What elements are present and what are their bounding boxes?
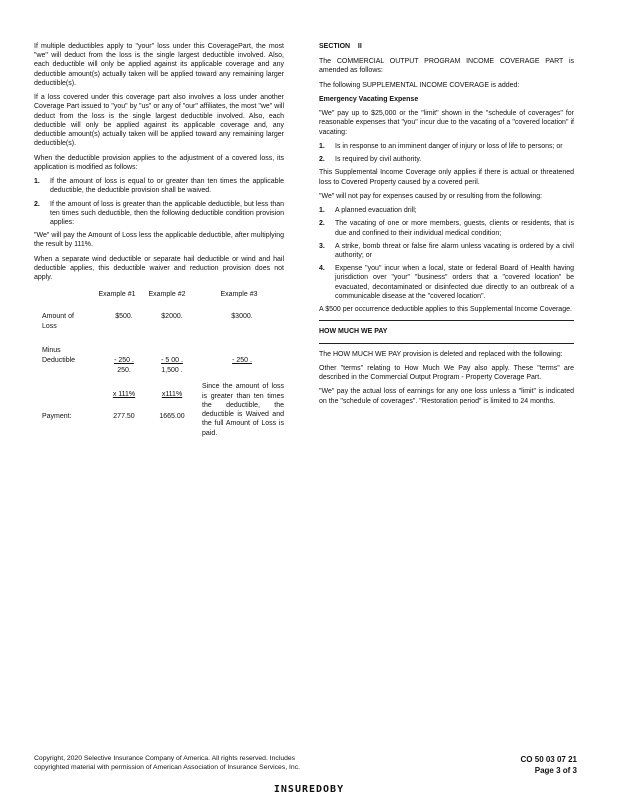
how-much-we-pay-heading: HOW MUCH WE PAY — [319, 328, 388, 336]
paragraph-other-coverage-part: If a loss covered under this coverage part also involves a loss under another Coverage Part issued to "you" by "us" or any of "our" affiliates, the most "we" will deduct from the loss is the single largest deductible involved. Also, each deductible will only be applied against its applicable coverage and, any deductible amount(s) actually taken will be applied toward any remaining larger deductible(s). — [34, 94, 284, 148]
example-table — [34, 290, 284, 460]
form-info — [497, 755, 577, 776]
amount-label: Amount of Loss — [42, 313, 74, 330]
minus-label: Minus — [42, 347, 61, 355]
deductible-3: - 250 . — [232, 357, 252, 365]
list-item: 1. If the amount of loss is equal to or greater than ten times the applicable deductible, the deductible provision shall be waived. — [34, 178, 284, 195]
deductible-label: Deductible — [42, 357, 76, 365]
paragraph-actual-loss: "We" pay the actual loss of earnings for any one loss unless a "limit" is indicated on the "schedule of coverages". "Restoration period" is limited to 24 months. — [319, 388, 574, 405]
deductible-1: - 250 . — [114, 357, 134, 365]
list-item: 2. If the amount of loss is greater than the applicable deductible, but less than ten times such deductible, then the following deductible condition provision applies: — [34, 200, 284, 226]
subtotal-1: 250. — [117, 367, 131, 375]
paragraph-deductible-applies: A $500 per occurrence deductible applies to this Supplemental Income Coverage. — [319, 306, 572, 314]
payment-1: 277.50 — [113, 413, 135, 421]
list-item: 3. A strike, bomb threat or false fire alarm unless vacating is ordered by a civil authority; or — [319, 242, 574, 259]
paragraph-deductible-provision: When the deductible provision applies to the adjustment of a covered loss, its application is modified as follows: — [34, 154, 284, 171]
brand-watermark: INSUREDOBY — [273, 784, 345, 795]
paragraph-wind-hail: When a separate wind deductible or separate hail deductible or wind and hail deductible applies, this deductible waiver and reduction provision does not apply. — [34, 255, 284, 282]
list-item: 2. The vacating of one or more members, guests, clients or residents, that is due and confined to their individual medical condition; — [319, 220, 574, 237]
section-heading: SECTION II — [319, 43, 362, 50]
subtotal-2: 1,500 . — [161, 367, 183, 375]
right-column — [319, 42, 574, 411]
paragraph-will-not-pay: "We" will not pay for expenses caused by or resulting from the following: — [319, 192, 543, 200]
example-3-note: Since the amount of loss is greater than ten times the deductible, the deductible is Waived and the full Amount of Loss is paid. — [202, 383, 284, 437]
multiplier-1: x 111% — [112, 391, 136, 399]
example-header-3: Example #3 — [220, 291, 258, 299]
paragraph-amended: The COMMERCIAL OUTPUT PROGRAM INCOME COVERAGE PART is amended as follows: — [319, 58, 574, 75]
payment-label: Payment: — [42, 413, 72, 421]
paragraph-applies-if: This Supplemental Income Coverage only applies if there is actual or threatened loss to Covered Property caused by a covered peril. — [319, 169, 574, 186]
deductible-2: - 5 00 . — [161, 357, 183, 365]
example-header-2: Example #2 — [148, 291, 186, 299]
paragraph-multiple-deductibles: If multiple deductibles apply to "your" loss under this CoveragePart, the most "we" will deduct from the loss is the single largest deductible involved. Also, each deductible will only be applied against its applicable coverage and any deductible amount(s) actually taken will be applied toward any remaining larger deductible(s). — [34, 43, 284, 87]
amount-2: $2000. — [161, 313, 183, 321]
example-header-1: Example #1 — [98, 291, 136, 299]
paragraph-we-will-pay: "We" will pay the Amount of Loss less the applicable deductible, after multiplying the result by 111%. — [34, 232, 284, 249]
divider — [319, 320, 574, 321]
amount-3: $3000. — [231, 313, 253, 321]
list-item: 2. Is required by civil authority. — [319, 156, 422, 164]
form-number: CO 50 03 07 21 — [520, 755, 577, 764]
page-number: Page 3 of 3 — [534, 765, 577, 775]
paragraph-other-terms: Other "terms" relating to How Much We Pay also apply. These "terms" are described in the Commercial Output Program - Property Coverage Part. — [319, 364, 574, 382]
subheading-emergency-vacating: Emergency Vacating Expense — [319, 95, 419, 103]
list-item: 1. Is in response to an imminent danger of injury or loss of life to persons; or — [319, 142, 563, 150]
paragraph-deleted-replaced: The HOW MUCH WE PAY provision is deleted and replaced with the following: — [319, 350, 563, 358]
multiplier-2: x111% — [161, 391, 183, 399]
paragraph-we-pay: "We" pay up to $25,000 or the "limit" shown in the "schedule of coverages" for reasonable expenses that "you" incur due to the vacating of a "covered location" if vacating: — [319, 110, 574, 136]
payment-2: 1665.00 — [159, 413, 185, 421]
list-item: 1. A planned evacuation drill; — [319, 207, 417, 215]
divider — [319, 343, 574, 344]
copyright-notice: Copyright, 2020 Selective Insurance Company of America. All rights reserved. Includes copyrighted material with permission of American Association of Insurance Services, Inc. — [34, 755, 300, 771]
left-column — [34, 42, 284, 460]
paragraph-added: The following SUPPLEMENTAL INCOME COVERAGE is added: — [319, 81, 520, 89]
amount-1: $500. — [115, 313, 133, 321]
list-item: 4. Expense "you" incur when a local, state or federal Board of Health having jurisdiction over "your" "business" orders that a "covered location" be evacuated, decontaminated or disinfected due directly to an outbreak of a communicable disease at the "covered location". — [319, 265, 574, 300]
